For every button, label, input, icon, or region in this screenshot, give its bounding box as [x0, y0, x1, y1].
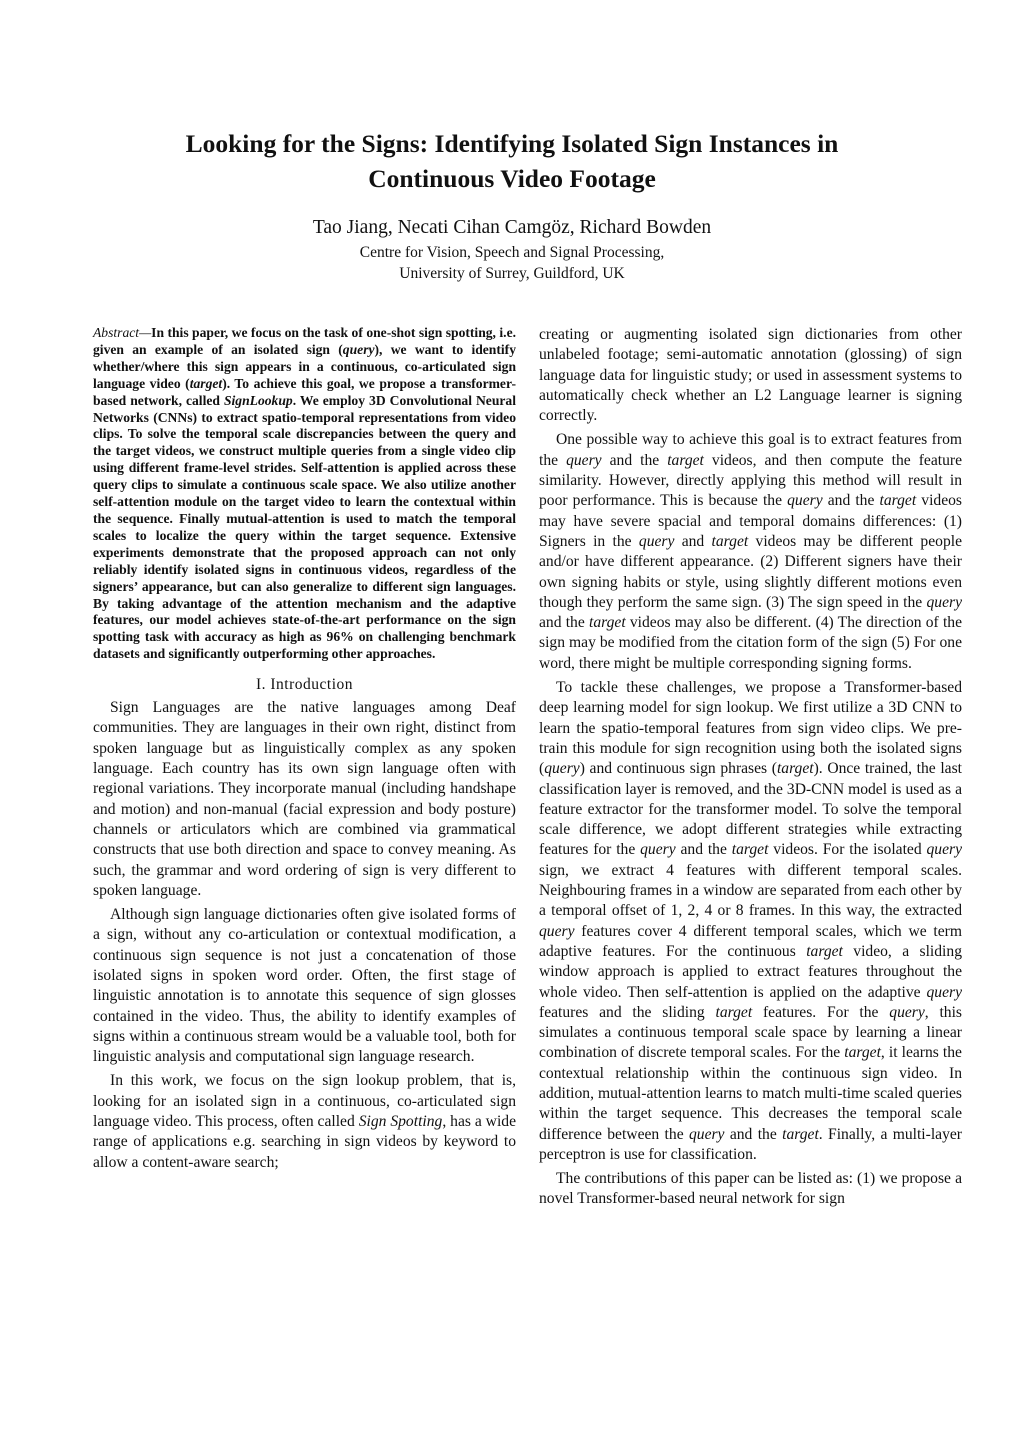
abstract-target: target: [189, 375, 223, 391]
right-paragraph-2: [539, 430, 962, 674]
paragraph-text: , has a wide range of applications e.g. searching in sign videos by keyword to allow a content-aware search;: [93, 1113, 516, 1171]
paragraph-text: and the: [539, 614, 589, 632]
sign-spotting-term: Sign Spotting: [358, 1113, 443, 1131]
intro-paragraph-2: Although sign language dictionaries often give isolated forms of a sign, without any co-articulation or contextual modification, a continuous sign sequence is not just a concatenation of those isolated signs in spoken word order. Often, the first stage of linguistic annotation is to annotate this sequence of sign glosses contained in the video. Thus, the ability to identify examples of signs within a continuous stream would be a valuable tool, both for linguistic analysis and computational sign language research.: [93, 906, 516, 1066]
paragraph-text: and the: [601, 451, 668, 469]
target-term: target: [715, 1003, 753, 1021]
paragraph-text: , it learns the contextual relationship within the continuous sign video. In addition, mutual-attention learns to match multi-time scaled queries within the target sequence. This decreases the temporal scale difference between the: [539, 1044, 962, 1143]
target-term: target: [731, 841, 769, 859]
intro-paragraph-3: [93, 1071, 516, 1172]
paragraph-text: videos. For the isolated: [768, 841, 927, 859]
paragraph-text: video, a sliding window approach is applied to extract features throughout the whole video. Then self-attention is applied on the adaptive: [539, 942, 962, 1001]
authors: Tao Jiang, Necati Cihan Camgöz, Richard Bowden: [312, 217, 712, 238]
query-term: query: [926, 841, 962, 859]
paragraph-text: ). Once trained, the last classification layer is removed, and the 3D-CNN model is used as a feature extractor for the transformer model. To solve the temporal scale difference, we adopt different strategies while extracting features for the: [539, 760, 962, 859]
target-term: target: [667, 451, 704, 469]
paragraph-text: videos, and then compute the feature similarity. However, directly applying this method will result in poor performance. This is because the: [539, 451, 963, 510]
paragraph-text: . Finally, a multi-layer perceptron is use for classification.: [539, 1125, 963, 1163]
paragraph-text: In this work, we focus on the sign lookup problem, that is, looking for an isolated sign in a continuous, co-articulated sign language video. This process, often called: [93, 1072, 516, 1131]
query-term: query: [688, 1125, 725, 1143]
query-term: query: [544, 760, 580, 778]
query-term: query: [638, 532, 675, 550]
query-term: query: [787, 492, 823, 510]
left-column: [93, 325, 516, 1173]
target-term: target: [879, 492, 917, 510]
paragraph-text: videos may have severe spacial and temporal domains differences: (1) Signers in the: [539, 492, 962, 550]
paragraph-text: and: [674, 532, 712, 550]
paragraph-text: videos may also be different. (4) The direction of the sign may be modified from the citation form of the sign (5) For one word, there might be multiple corresponding signing forms.: [539, 614, 962, 672]
query-term: query: [889, 1003, 925, 1021]
paragraph-text: and the: [822, 492, 880, 510]
query-term: query: [640, 841, 676, 859]
abstract: [93, 325, 516, 663]
paragraph-text: features cover 4 different temporal scales, which we term adaptive features. For the continuous: [539, 922, 962, 960]
paragraph-text: ) and continuous sign phrases (: [579, 760, 777, 778]
target-term: target: [806, 942, 843, 960]
paragraph-text: To tackle these challenges, we propose a Transformer-based deep learning model for sign lookup. We first utilize a 3D CNN to learn the spatio-temporal features from sign video clips. We pre-train this module for sign recognition using both the isolated signs (: [539, 679, 962, 778]
abstract-query: query: [342, 341, 375, 357]
query-term: query: [926, 983, 962, 1001]
paper-title: [110, 126, 914, 196]
title-line-2: Continuous Video Footage: [368, 164, 656, 193]
paragraph-text: and the: [675, 841, 732, 859]
paragraph-text: and the: [724, 1125, 783, 1143]
paragraph-text: features and the sliding: [539, 1003, 716, 1021]
paragraph-text: videos may be different people and/or have different appearance. (2) Different signers have their own signing habits or style, using slightly different motions even though they perform the same sign. (3) The sign speed in the: [539, 532, 962, 611]
paragraph-text: features. For the: [752, 1003, 890, 1021]
abstract-label: Abstract—: [93, 325, 152, 340]
abstract-text: . We employ 3D Convolutional Neural Networks (CNNs) to extract spatio-temporal representations from video clips. To solve the temporal scale discrepancies between the query and the target videos, we construct multiple queries from a single video clip using different frame-level strides. Self-attention is applied across these query clips to simulate a continuous scale space. We also utilize another self-attention module on the target video to learn the contextual within the sequence. Finally mutual-attention is used to match the temporal scales to localize the query within the target sequence. Extensive experiments demonstrate that the proposed approach can not only reliably identify isolated signs in continuous videos, regardless of the signers’ appearance, but can also generalize to different sign languages. By taking advantage of the attention mechanism and the adaptive features, our model achieves state-of-the-art performance on the sign spotting task with accuracy as high as 96% on challenging benchmark datasets and significantly outperforming other approaches.: [93, 392, 517, 662]
target-term: target: [844, 1044, 881, 1062]
query-term: query: [539, 922, 575, 940]
abstract-text: ), we want to identify whether/where this sign appears in a continuous, co-articulated sign language video (: [93, 341, 516, 391]
target-term: target: [782, 1125, 819, 1143]
paragraph-text: , this simulates a continuous temporal scale space by learning a linear combination of discrete temporal scales. For the: [539, 1003, 962, 1062]
right-paragraph-4: The contributions of this paper can be listed as: (1) we propose a novel Transformer-based neural network for sign: [539, 1170, 962, 1208]
query-term: query: [566, 451, 602, 469]
right-paragraph-3: [539, 678, 962, 1165]
section-heading-introduction: I. Introduction: [255, 676, 354, 694]
affiliation-line-1: Centre for Vision, Speech and Signal Processing,: [359, 244, 665, 261]
query-term: query: [926, 593, 962, 611]
target-term: target: [711, 532, 749, 550]
right-paragraph-1: creating or augmenting isolated sign dictionaries from other unlabeled footage; semi-automatic annotation (glossing) of sign language data for linguistic study; or used in assessment systems to automatically check whether an L2 Language learner is signing correctly.: [539, 326, 962, 425]
abstract-text: In this paper, we focus on the task of one-shot sign spotting, i.e. given an example of an isolated sign (: [93, 325, 516, 357]
target-term: target: [588, 614, 626, 632]
right-column: [539, 325, 962, 1210]
title-line-1: Looking for the Signs: Identifying Isolated Sign Instances in: [185, 129, 839, 158]
abstract-model-name: SignLookup: [223, 392, 293, 408]
target-term: target: [776, 760, 814, 778]
abstract-text: ). To achieve this goal, we propose a transformer-based network, called: [93, 375, 517, 408]
affiliation-line-2: University of Surrey, Guildford, UK: [399, 265, 625, 282]
paragraph-text: sign, we extract 4 features with different temporal scales. Neighbouring frames in a window are separated from each other by a temporal offset of 1, 2, 4 or 8 frames. In this way, the extracted: [539, 861, 962, 920]
intro-paragraph-1: Sign Languages are the native languages among Deaf communities. They are languages in their own right, distinct from spoken language but as linguistically complex as any spoken language. Each country has its own sign language often with regional variations. They incorporate manual (including handshape and motion) and non-manual (facial expression and body posture) channels or articulators which are combined via grammatical constructs that use both direction and space to convey meaning. As such, the grammar and word ordering of sign is very different to spoken language.: [93, 699, 516, 899]
paragraph-text: One possible way to achieve this goal is to extract features from the: [539, 431, 962, 469]
